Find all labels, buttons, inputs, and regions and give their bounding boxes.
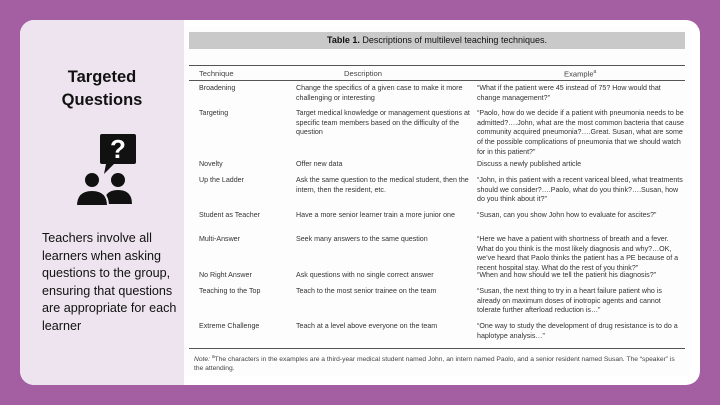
description-cell: Target medical knowledge or management questions at specific team members based on the difficulty of the question <box>296 109 470 137</box>
description-cell: Ask questions with no single correct answer <box>296 271 434 279</box>
table-top-rule <box>189 65 685 66</box>
description-text: Teachers involve all learners when asking questions to the group, ensuring that questions are appropriate for each learner <box>42 231 177 333</box>
techniques-table <box>184 27 690 376</box>
heading-line-1: Targeted <box>67 68 137 86</box>
header-example-label: Example <box>564 69 594 79</box>
heading-line-2: Questions <box>61 91 143 109</box>
example-cell: “One way to study the development of drug resistance is to do a haplotype analysis…” <box>477 322 678 340</box>
technique-cell: Up the Ladder <box>199 176 244 184</box>
example-cell: “John, in this patient with a recent variceal bleed, what treatments should we consider?….Paolo, what do you think?….Susan, how do you think about it?” <box>477 176 683 204</box>
example-cell: “When and how should we tell the patient his diagnosis?” <box>477 271 657 279</box>
header-description: Description <box>344 69 382 78</box>
example-cell: “Here we have a patient with shortness of breath and a fever. What do you think is the most likely diagnosis and why?…OK, we’ve heard that Paolo thinks the patient has a PE because of a recent hospital stay. What do the rest of you think?” <box>477 235 679 273</box>
slide <box>20 20 700 385</box>
technique-cell: No Right Answer <box>199 271 252 279</box>
description-cell: Ask the same question to the medical student, then the intern, then the resident, etc. <box>296 176 469 194</box>
technique-cell: Targeting <box>199 109 229 117</box>
note-label: Note: <box>194 356 210 364</box>
table-note: Note: $^a$The characters in the examples are a third-year medical student named John, an intern named Paolo, and a senior resident named Susan. The “speaker” is the attending. <box>194 354 675 373</box>
caption-text: Descriptions of multilevel teaching techniques. <box>362 35 547 45</box>
description-cell: Offer new data <box>296 160 343 168</box>
technique-cell: Teaching to the Top <box>199 287 261 295</box>
example-cell: “Susan, the next thing to try in a heart failure patient who is already on maximum doses of inotropic agents and cannot tolerate further afterload reduction is…” <box>477 287 662 315</box>
description-cell: Teach to the most senior trainee on the team <box>296 287 437 295</box>
example-cell: “Susan, can you show John how to evaluate for ascites?” <box>477 211 657 219</box>
table-header-rule <box>189 80 685 81</box>
table-bottom-rule <box>189 348 685 349</box>
technique-cell: Multi-Answer <box>199 235 240 243</box>
slide-heading <box>20 66 184 112</box>
description-cell: Teach at a level above everyone on the team <box>296 322 438 330</box>
note-text: The characters in the examples are a third-year medical student named John, an intern named Paolo, and a senior resident named Susan. The “speaker” is the attending. <box>194 356 675 373</box>
description-cell: Seek many answers to the same question <box>296 235 428 243</box>
people-question-bubble-icon <box>70 132 140 208</box>
example-cell: “Paolo, how do we decide if a patient with pneumonia needs to be admitted?….John, what are the most common bacteria that cause community acquired pneumonia?….Great. Susan, what are some of the possible complications of pneumonia that we should watch for in this patient?” <box>477 109 685 156</box>
technique-cell: Extreme Challenge <box>199 322 260 330</box>
example-cell: “What if the patient were 45 instead of 75? How would that change management?” <box>477 84 661 102</box>
left-panel <box>20 20 184 385</box>
caption-label: Table 1. <box>327 35 360 45</box>
technique-cell: Broadening <box>199 84 236 92</box>
header-example: Example$^a$ <box>564 69 597 79</box>
technique-cell: Novelty <box>199 160 223 168</box>
header-technique: Technique <box>199 69 234 78</box>
table-caption <box>189 32 685 49</box>
description-cell: Have a more senior learner train a more junior one <box>296 211 455 219</box>
example-cell: Discuss a newly published article <box>477 160 582 168</box>
description-cell: Change the specifics of a given case to make it more challenging or interesting <box>296 84 463 102</box>
svg-text:?: ? <box>110 134 126 164</box>
technique-cell: Student as Teacher <box>199 211 260 219</box>
